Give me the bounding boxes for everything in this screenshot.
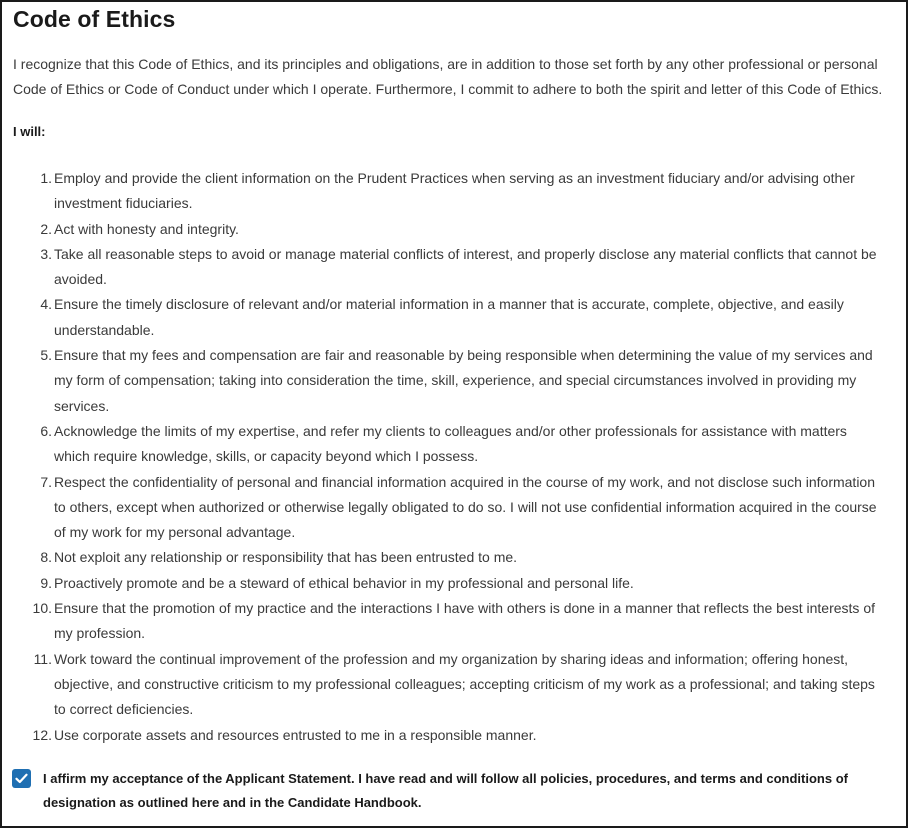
intro-paragraph: I recognize that this Code of Ethics, and its principles and obligations, are in addition to those set forth by any other professional or personal Code of Ethics or Code of Conduct under which I operate. Furthermore, I commit to adhere to both the spirit and letter of this Code of Ethics. bbox=[13, 56, 883, 97]
list-item bbox=[13, 166, 883, 217]
list-item bbox=[13, 545, 883, 570]
list-item-number: 8. bbox=[40, 549, 52, 566]
list-item bbox=[13, 343, 883, 419]
list-item bbox=[13, 292, 883, 343]
list-item bbox=[13, 217, 883, 242]
list-item-number: 1. bbox=[40, 170, 52, 186]
list-item-text: Respect the confidentiality of personal and financial information acquired in the course of my work, and not disclose such information to others, except when authorized or otherwise legally obligated to do so. I will not use confidential information acquired in the course of my work for my personal advantage. bbox=[54, 473, 877, 541]
list-item-number: 6. bbox=[40, 422, 52, 439]
list-item bbox=[13, 571, 883, 596]
list-item-text: Ensure that my fees and compensation are fair and reasonable by being responsible when determining the value of my services and my form of compensation; taking into consideration the time, skill, experience, and special circumstances involved in providing my services. bbox=[54, 347, 873, 414]
list-item-number: 9. bbox=[40, 574, 52, 591]
list-item-text: Take all reasonable steps to avoid or manage material conflicts of interest, and properly disclose any material conflicts that cannot be avoided. bbox=[54, 245, 877, 288]
affirmation-checkbox[interactable] bbox=[12, 769, 31, 788]
affirmation-row bbox=[12, 767, 892, 815]
list-item-text: Ensure the timely disclosure of relevant and/or material information in a manner that is accurate, complete, objective, and easily understandable. bbox=[54, 296, 844, 338]
list-item bbox=[13, 419, 883, 470]
list-item-number: 3. bbox=[40, 245, 52, 262]
list-item-text: Work toward the continual improvement of the profession and my organization by sharing ideas and information; offering honest, objective, and constructive criticism to my professional colleagues; accepting criticism of my work as a professional; and taking steps to correct deficiencies. bbox=[54, 650, 875, 718]
list-item-text: Acknowledge the limits of my expertise, and refer my clients to colleagues and/or other professionals for assistance with matters which require knowledge, skills, or capacity beyond which I possess. bbox=[54, 422, 847, 465]
list-item-number: 7. bbox=[40, 473, 52, 490]
list-item-text: Proactively promote and be a steward of ethical behavior in my professional and personal life. bbox=[54, 574, 634, 591]
list-item-text: Use corporate assets and resources entrusted to me in a responsible manner. bbox=[54, 726, 537, 743]
list-item bbox=[13, 723, 883, 748]
list-item-number: 5. bbox=[40, 347, 52, 364]
affirmation-label[interactable]: I affirm my acceptance of the Applicant Statement. I have read and will follow all policies, procedures, and terms and conditions of designation as outlined here and in the Candidate Handbook. bbox=[43, 771, 848, 810]
checkmark-icon bbox=[15, 773, 28, 784]
list-item-number: 10. bbox=[32, 600, 52, 617]
list-item-text: Ensure that the promotion of my practice and the interactions I have with others is done in a manner that reflects the best interests of my profession. bbox=[54, 600, 875, 642]
i-will-label: I will: bbox=[13, 124, 46, 139]
list-item bbox=[13, 242, 883, 293]
page-title: Code of Ethics bbox=[13, 6, 176, 32]
list-item-text: Employ and provide the client information on the Prudent Practices when serving as an investment fiduciary and/or advising other investment fiduciaries. bbox=[54, 170, 855, 212]
ethics-list bbox=[13, 166, 883, 748]
list-item bbox=[13, 647, 883, 723]
list-item bbox=[13, 470, 883, 546]
list-item-text: Act with honesty and integrity. bbox=[54, 220, 239, 237]
list-item-number: 2. bbox=[40, 220, 52, 237]
list-item-number: 11. bbox=[33, 650, 52, 667]
list-item-number: 12. bbox=[32, 726, 52, 743]
list-item-number: 4. bbox=[40, 296, 52, 313]
list-item bbox=[13, 596, 883, 647]
list-item-text: Not exploit any relationship or responsibility that has been entrusted to me. bbox=[54, 549, 518, 566]
